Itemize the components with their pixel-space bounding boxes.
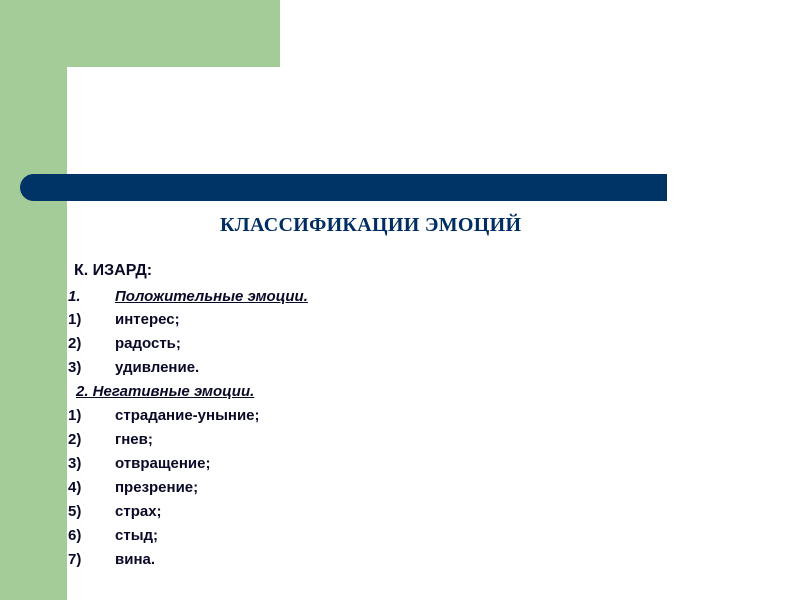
positive-section-number: 1. bbox=[68, 288, 81, 305]
list-item-text: отвращение; bbox=[115, 455, 211, 472]
list-item-text: вина. bbox=[115, 551, 156, 568]
positive-section-heading: Положительные эмоции. bbox=[115, 288, 308, 305]
list-item-text: стыд; bbox=[115, 527, 159, 544]
navy-title-bar bbox=[20, 174, 667, 201]
negative-section-heading: 2. Негативные эмоции. bbox=[76, 383, 255, 400]
list-item-number: 1) bbox=[68, 407, 82, 424]
list-item-number: 6) bbox=[68, 527, 82, 544]
list-item-text: страдание-уныние; bbox=[115, 407, 260, 424]
list-item-number: 5) bbox=[68, 503, 82, 520]
list-item-text: гнев; bbox=[115, 431, 153, 448]
list-item-number: 2) bbox=[68, 335, 82, 352]
list-item-number: 7) bbox=[68, 551, 82, 568]
list-item-number: 3) bbox=[68, 359, 82, 376]
list-item-number: 4) bbox=[68, 479, 82, 496]
list-item-number: 3) bbox=[68, 455, 82, 472]
list-item-number: 2) bbox=[68, 431, 82, 448]
green-side-band bbox=[0, 0, 67, 600]
green-top-band bbox=[0, 0, 280, 67]
list-item-text: интерес; bbox=[115, 311, 180, 328]
slide-title: КЛАССИФИКАЦИИ ЭМОЦИЙ bbox=[220, 214, 522, 236]
list-item-number: 1) bbox=[68, 311, 82, 328]
author-label: К. ИЗАРД: bbox=[74, 262, 153, 279]
list-item-text: страх; bbox=[115, 503, 162, 520]
list-item-text: удивление. bbox=[115, 359, 200, 376]
list-item-text: радость; bbox=[115, 335, 181, 352]
list-item-text: презрение; bbox=[115, 479, 199, 496]
